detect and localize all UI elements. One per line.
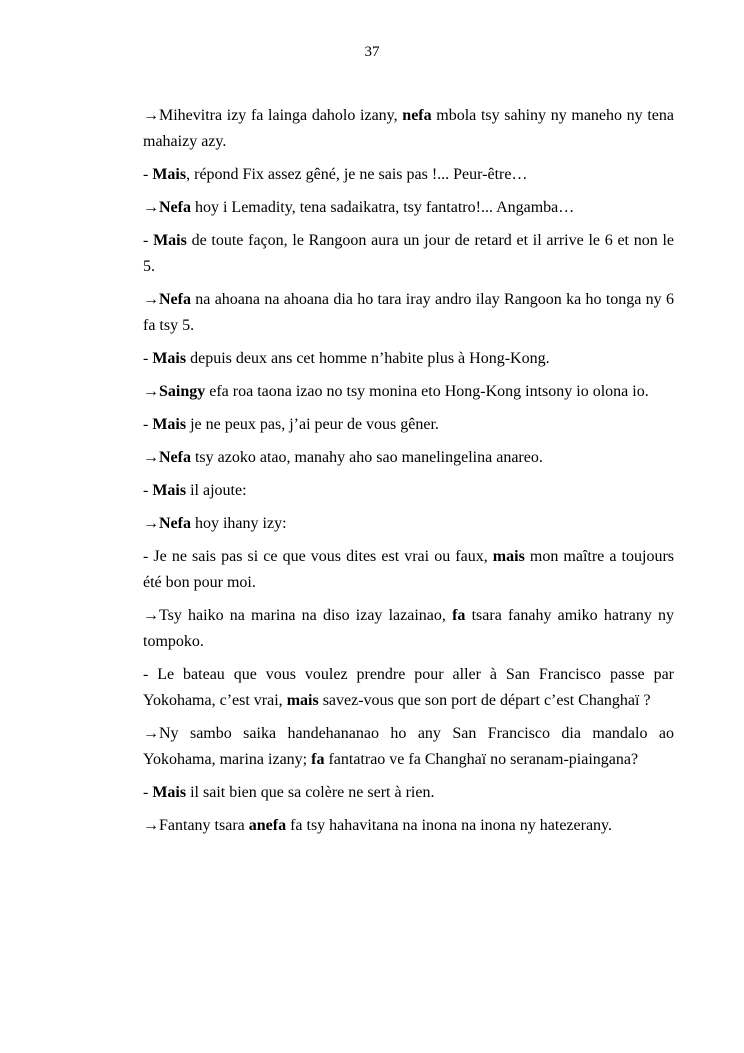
- bold-term: Nefa: [159, 449, 191, 466]
- bold-term: nefa: [402, 107, 432, 124]
- page-content: [143, 103, 674, 846]
- bold-term: Nefa: [159, 199, 191, 216]
- paragraph: [143, 813, 674, 839]
- text-segment: il sait bien que sa colère ne sert à rien.: [186, 784, 435, 801]
- text-segment: -: [143, 784, 153, 801]
- text-segment: →Tsy haiko na marina na diso izay lazainao,: [143, 607, 453, 624]
- paragraph: [143, 228, 674, 280]
- text-segment: fantatrao ve fa Changhaï no seranam-piaingana?: [324, 751, 639, 768]
- text-segment: tsy azoko atao, manahy aho sao manelingelina anareo.: [190, 449, 543, 466]
- text-segment: →: [143, 199, 159, 216]
- bold-term: Mais: [152, 416, 187, 433]
- bold-term: Mais: [152, 482, 187, 499]
- text-segment: -: [143, 416, 153, 433]
- paragraph: [143, 162, 674, 188]
- bold-term: Mais: [153, 232, 187, 249]
- text-segment: na ahoana na ahoana dia ho tara iray andro ilay Rangoon ka ho tonga ny 6 fa tsy 5.: [143, 291, 674, 334]
- text-segment: je ne peux pas, j’ai peur de vous gêner.: [186, 416, 439, 433]
- paragraph: [143, 478, 674, 504]
- paragraph: [143, 379, 674, 405]
- text-segment: tsara fanahy amiko hatrany ny tompoko.: [143, 607, 675, 650]
- text-segment: il ajoute:: [186, 482, 247, 499]
- text-segment: →: [143, 449, 159, 466]
- text-segment: mbola tsy sahiny ny maneho ny tena mahaizy azy.: [143, 107, 674, 150]
- text-segment: depuis deux ans cet homme n’habite plus à Hong-Kong.: [186, 350, 550, 367]
- bold-term: Nefa: [159, 291, 191, 308]
- text-segment: →: [143, 291, 159, 308]
- text-segment: →: [143, 515, 159, 532]
- bold-term: anefa: [248, 817, 287, 834]
- text-segment: -: [143, 232, 154, 249]
- text-segment: - Le bateau que vous voulez prendre pour aller à San Francisco passe par Yokohama, c’est vrai,: [143, 666, 674, 709]
- text-segment: efa roa taona izao no tsy monina eto Hong-Kong intsony io olona io.: [205, 383, 649, 400]
- paragraph: [143, 195, 674, 221]
- paragraph: [143, 544, 674, 596]
- text-segment: →Fantany tsara: [143, 817, 249, 834]
- paragraph: [143, 346, 674, 372]
- text-segment: hoy ihany izy:: [190, 515, 287, 532]
- text-segment: mon maître a toujours été bon pour moi.: [143, 548, 674, 591]
- paragraph: [143, 412, 674, 438]
- paragraph: [143, 511, 674, 537]
- text-segment: -: [143, 350, 153, 367]
- bold-term: Saingy: [159, 383, 206, 400]
- paragraph: [143, 103, 674, 155]
- bold-term: Mais: [152, 784, 187, 801]
- page-number: 37: [364, 44, 380, 60]
- paragraph: [143, 780, 674, 806]
- text-segment: , répond Fix assez gêné, je ne sais pas !... Peur-être…: [186, 166, 528, 183]
- text-segment: -: [143, 482, 153, 499]
- text-segment: savez-vous que son port de départ c’est Changhaï ?: [318, 692, 651, 709]
- paragraph: [143, 603, 674, 655]
- text-segment: fa tsy hahavitana na inona na inona ny hatezerany.: [286, 817, 613, 834]
- text-segment: →Ny sambo saika handehananao ho any San Francisco dia mandalo ao Yokohama, marina izany;: [143, 725, 674, 768]
- text-segment: hoy i Lemadity, tena sadaikatra, tsy fantatro!... Angamba…: [190, 199, 575, 216]
- bold-term: mais: [286, 692, 319, 709]
- paragraph: [143, 445, 674, 471]
- text-segment: -: [143, 166, 153, 183]
- bold-term: Nefa: [159, 515, 191, 532]
- text-segment: de toute façon, le Rangoon aura un jour de retard et il arrive le 6 et non le 5.: [143, 232, 674, 275]
- paragraph: [143, 287, 674, 339]
- bold-term: Mais: [152, 166, 187, 183]
- bold-term: Mais: [152, 350, 187, 367]
- bold-term: fa: [311, 751, 325, 768]
- text-segment: →Mihevitra izy fa lainga daholo izany,: [143, 107, 403, 124]
- bold-term: mais: [492, 548, 525, 565]
- text-segment: - Je ne sais pas si ce que vous dites est vrai ou faux,: [143, 548, 493, 565]
- paragraph: [143, 662, 674, 714]
- bold-term: fa: [452, 607, 466, 624]
- paragraph: [143, 721, 674, 773]
- text-segment: →: [143, 383, 159, 400]
